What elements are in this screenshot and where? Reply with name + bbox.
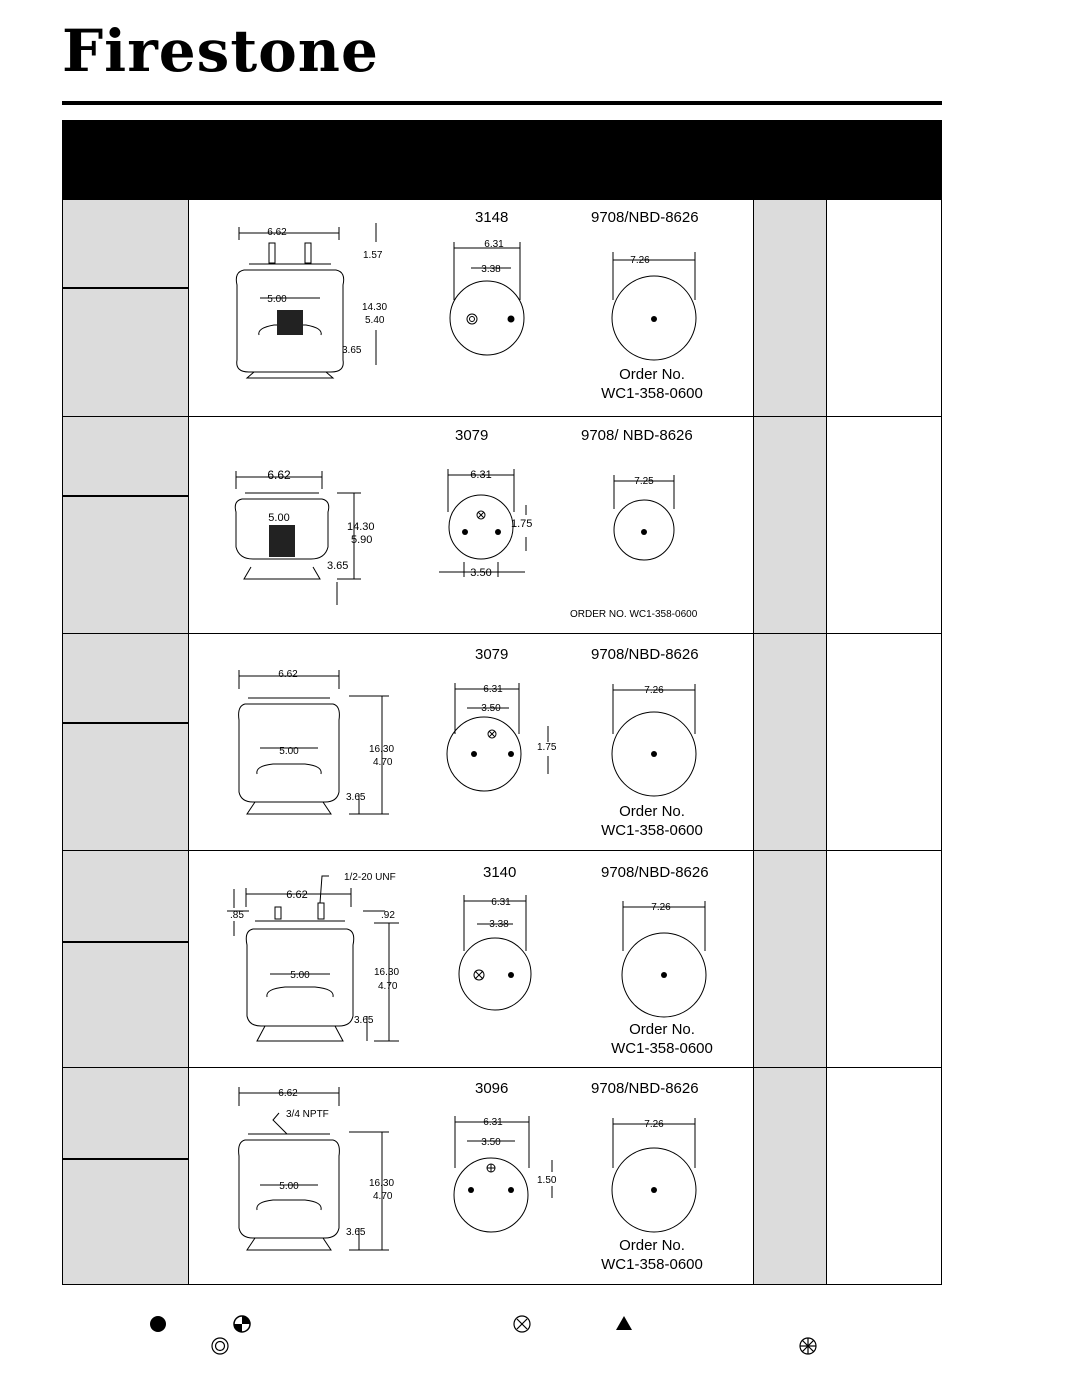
dim-width: 6.62 — [278, 1088, 298, 1099]
dim-plate-inner: 3.38 — [481, 264, 501, 275]
firestone-logo: Firestone — [62, 17, 379, 85]
double-circle-icon — [212, 1338, 228, 1354]
order-label: Order No. — [629, 1021, 695, 1038]
dim-plate-outer: 6.31 — [483, 1117, 503, 1128]
dim-height-min: 5.40 — [365, 315, 385, 326]
part-number-b: 9708/ NBD-8626 — [581, 427, 693, 444]
spec-table — [62, 200, 942, 1285]
dim-piston: 5.00 — [268, 512, 290, 524]
dim-height-min: 4.70 — [373, 1191, 393, 1202]
dim-plate-inner: 3.38 — [489, 919, 509, 930]
dim-height-max: 16.30 — [369, 744, 395, 755]
table-row — [63, 1067, 941, 1284]
table-row — [63, 200, 941, 416]
row-label-cell — [63, 1068, 189, 1284]
dim-base: 3.65 — [346, 1227, 366, 1238]
order-number: WC1-358-0600 — [601, 822, 703, 839]
circled-x-icon — [514, 1316, 530, 1332]
table-row — [63, 633, 941, 850]
dim-piston: 5.00 — [279, 1181, 299, 1192]
dim-bead: 7.26 — [651, 902, 671, 913]
dim-port: 3/4 NPTF — [286, 1109, 329, 1120]
gray-cell — [753, 851, 827, 1067]
dim-bead: 7.25 — [634, 476, 654, 487]
order-number: ORDER NO. WC1-358-0600 — [570, 609, 698, 620]
dim-width: 6.62 — [267, 468, 291, 482]
order-number: WC1-358-0600 — [601, 1256, 703, 1273]
part-number-b: 9708/NBD-8626 — [591, 1080, 699, 1097]
dim-plate-offset: 1.75 — [537, 742, 557, 753]
row-label-cell — [63, 417, 189, 633]
dim-piston: 5.00 — [279, 746, 299, 757]
dim-plate-offset: 1.75 — [511, 518, 533, 530]
dim-width: 6.62 — [286, 889, 308, 901]
dim-height-max: 16.30 — [374, 967, 400, 978]
dim-height-min: 5.90 — [351, 534, 373, 546]
dim-width: 6.62 — [278, 669, 298, 680]
order-label: Order No. — [619, 803, 685, 820]
dim-bead: 7.26 — [644, 1119, 664, 1130]
part-number-b: 9708/NBD-8626 — [591, 646, 699, 663]
dim-height-min: 4.70 — [373, 757, 393, 768]
part-number-b: 9708/NBD-8626 — [591, 209, 699, 226]
legend-icons — [140, 1310, 840, 1360]
half-filled-circle-icon — [234, 1316, 250, 1332]
part-number-a: 3096 — [475, 1080, 509, 1097]
drawing-cell — [189, 851, 753, 1067]
dim-plate-inner: 3.50 — [481, 1137, 501, 1148]
dim-right-stud: .92 — [381, 910, 395, 921]
dim-plate-spacing: 3.50 — [470, 567, 492, 579]
dim-piston: 5.00 — [267, 294, 287, 305]
part-number-a: 3148 — [475, 209, 509, 226]
part-number-b: 9708/NBD-8626 — [601, 864, 709, 881]
dim-plate-outer: 6.31 — [483, 684, 503, 695]
dim-plate-outer: 6.31 — [491, 897, 511, 908]
row-label-cell — [63, 200, 189, 416]
part-number-a: 3140 — [483, 864, 517, 881]
part-number-a: 3079 — [455, 427, 489, 444]
dim-base: 3.65 — [327, 560, 349, 572]
dim-plate-offset: 1.50 — [537, 1175, 557, 1186]
dim-base: 3.65 — [346, 792, 366, 803]
dim-plate-outer: 6.31 — [470, 469, 492, 481]
drawing-cell — [189, 417, 753, 633]
order-label: Order No. — [619, 366, 685, 383]
air-spring-drawing — [189, 417, 753, 633]
table-row — [63, 850, 941, 1067]
dim-top: 1.57 — [363, 250, 383, 261]
row-label-cell — [63, 634, 189, 850]
dim-plate-inner: 3.50 — [481, 703, 501, 714]
gray-cell — [753, 634, 827, 850]
drawing-cell — [189, 634, 753, 850]
dim-plate-outer: 6.31 — [484, 239, 504, 250]
dim-bead: 7.26 — [644, 685, 664, 696]
dim-height-max: 14.30 — [362, 302, 388, 313]
gray-cell — [753, 1068, 827, 1284]
table-row — [63, 416, 941, 633]
order-number: WC1-358-0600 — [601, 385, 703, 402]
gray-cell — [753, 200, 827, 416]
dim-thread: 1/2-20 UNF — [344, 872, 396, 883]
dim-base: 3.65 — [354, 1015, 374, 1026]
dim-height-max: 16.30 — [369, 1178, 395, 1189]
row-label-cell — [63, 851, 189, 1067]
dim-bead: 7.26 — [630, 255, 650, 266]
order-label: Order No. — [619, 1237, 685, 1254]
drawing-cell — [189, 1068, 753, 1284]
dim-base: 3.65 — [342, 345, 362, 356]
gray-cell — [753, 417, 827, 633]
part-number-a: 3079 — [475, 646, 509, 663]
spoked-circle-icon — [800, 1338, 816, 1354]
dim-height-max: 14.30 — [347, 521, 375, 533]
header-band — [62, 120, 942, 200]
filled-circle-icon — [150, 1316, 166, 1332]
dim-width: 6.62 — [267, 227, 287, 238]
triangle-icon — [616, 1316, 632, 1330]
drawing-cell — [189, 200, 753, 416]
dim-left-stud: .85 — [230, 910, 244, 921]
header-rule — [62, 101, 942, 105]
dim-piston: 5.00 — [290, 970, 310, 981]
dim-height-min: 4.70 — [378, 981, 398, 992]
order-number: WC1-358-0600 — [611, 1040, 713, 1057]
